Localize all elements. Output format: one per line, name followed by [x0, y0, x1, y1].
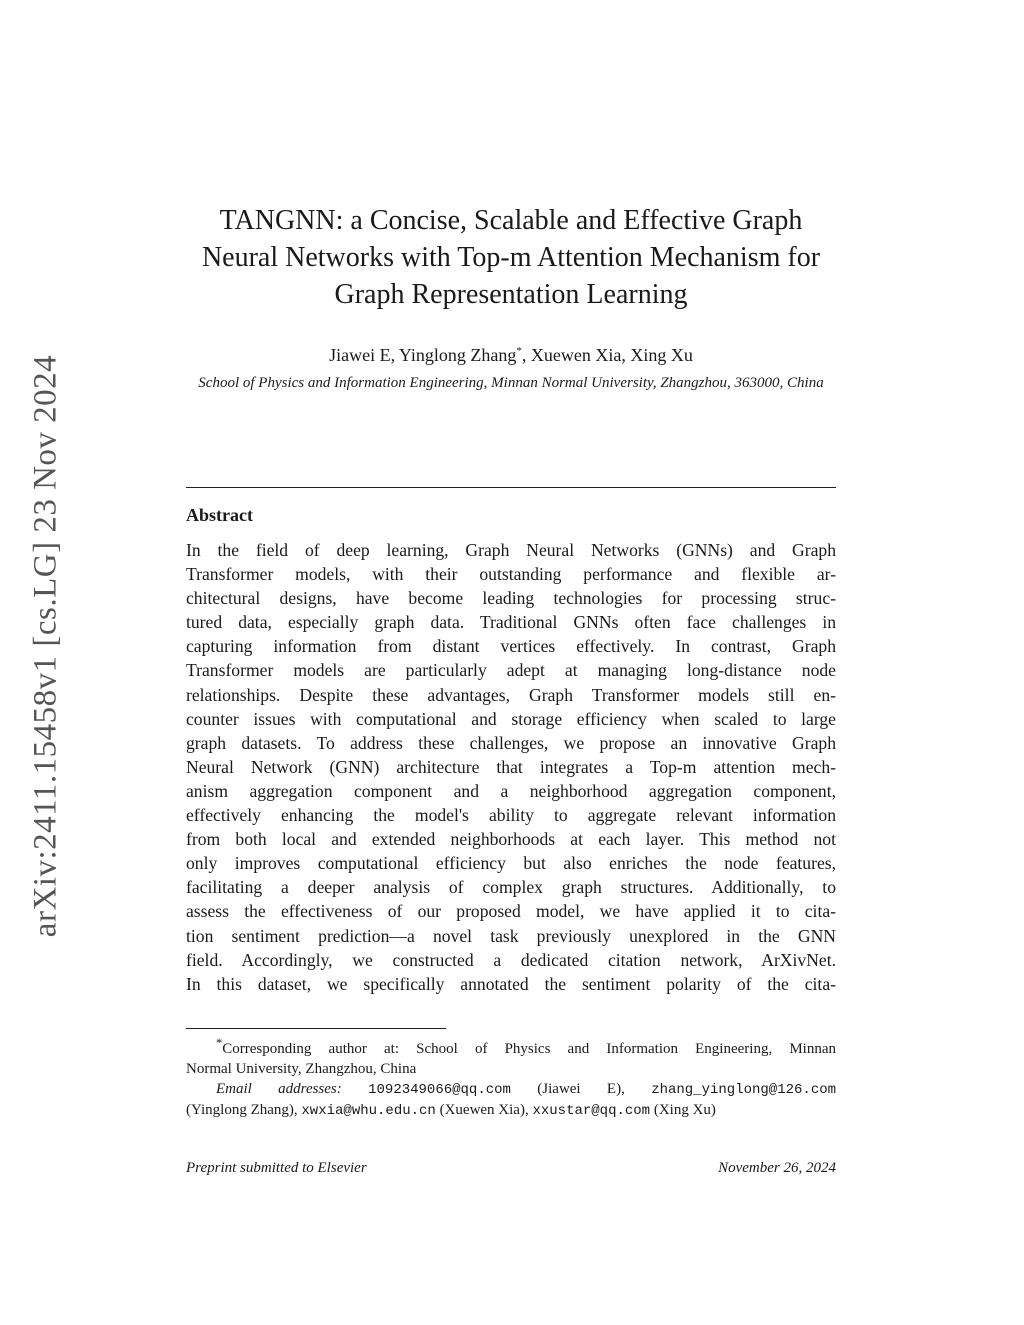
footnote: [186, 1033, 836, 1121]
footer-submission: Preprint submitted to Elsevier: [186, 1160, 367, 1176]
authors-lead: Jiawei E, Yinglong Zhang: [329, 345, 517, 365]
abstract-body: [186, 538, 836, 996]
email-link[interactable]: xwxia@whu.edu.cn: [301, 1103, 436, 1119]
abstract-line: assess the effectiveness of our proposed model, we have applied it to cita-: [186, 901, 836, 922]
email-owner: (Jiawei E),: [537, 1081, 625, 1097]
abstract-line: Transformer models are particularly adept at managing long-distance node: [186, 660, 836, 681]
author-list: [186, 339, 836, 367]
footnote-corresponding-line2: Normal University, Zhangzhou, China: [186, 1061, 417, 1077]
footer-date: November 26, 2024: [718, 1160, 836, 1176]
abstract-line: In this dataset, we specifically annotated the sentiment polarity of the cita-: [186, 973, 836, 994]
footnote-emails-line1: [186, 1079, 836, 1100]
abstract-heading: Abstract: [186, 505, 253, 525]
footnote-corresponding-line1: Corresponding author at: School of Physics and Information Engineering, Minnan: [222, 1041, 836, 1057]
abstract-line: relationships. Despite these advantages, Graph Transformer models still en-: [186, 684, 836, 705]
abstract-line: capturing information from distant vertices effectively. In contrast, Graph: [186, 636, 836, 657]
paper-title: TANGNN: a Concise, Scalable and Effective Graph Neural Networks with Top-m Attention Mechanism for Graph Representation Learning: [201, 205, 821, 310]
abstract-line: from both local and extended neighborhoods at each layer. This method not: [186, 829, 836, 850]
abstract-line: In the field of deep learning, Graph Neural Networks (GNNs) and Graph: [186, 540, 836, 560]
email-owner: (Xing Xu): [653, 1102, 716, 1118]
footnote-mark: *: [216, 1036, 223, 1050]
footnote-emails-line2: [186, 1100, 836, 1121]
abstract-line: chitectural designs, have become leading technologies for processing struc-: [186, 588, 836, 609]
abstract-line: tion sentiment prediction—a novel task previously unexplored in the GNN: [186, 925, 836, 946]
abstract-line: graph datasets. To address these challenges, we propose an innovative Graph: [186, 732, 836, 753]
abstract-line: only improves computational efficiency but also enriches the node features,: [186, 853, 836, 874]
header-divider: [186, 487, 836, 488]
abstract-line: counter issues with computational and storage efficiency when scaled to large: [186, 708, 836, 729]
abstract-line: effectively enhancing the model's ability to aggregate relevant information: [186, 805, 836, 826]
abstract-line: Neural Network (GNN) architecture that integrates a Top-m attention mech-: [186, 756, 836, 777]
abstract-line: facilitating a deeper analysis of complex graph structures. Additionally, to: [186, 877, 836, 898]
footnote-divider: [186, 1028, 446, 1029]
arxiv-identifier: arXiv:2411.15458v1 [cs.LG] 23 Nov 2024: [27, 354, 64, 938]
email-link[interactable]: zhang_yinglong@126.com: [651, 1082, 837, 1098]
authors-rest: , Xuewen Xia, Xing Xu: [521, 345, 693, 365]
email-label: Email addresses:: [216, 1081, 342, 1097]
abstract-line: anism aggregation component and a neighborhood aggregation component,: [186, 780, 836, 801]
abstract-line: tured data, especially graph data. Traditional GNNs often face challenges in: [186, 612, 836, 633]
email-owner: (Xuewen Xia),: [439, 1102, 529, 1118]
affiliation: School of Physics and Information Engineering, Minnan Normal University, Zhangzhou, 363000, China: [198, 375, 824, 391]
email-link[interactable]: 1092349066@qq.com: [368, 1082, 511, 1098]
corresponding-mark: *: [516, 345, 522, 357]
email-link[interactable]: xxustar@qq.com: [532, 1103, 651, 1119]
abstract-line: field. Accordingly, we constructed a dedicated citation network, ArXivNet.: [186, 949, 836, 970]
email-owner: (Yinglong Zhang),: [186, 1102, 298, 1118]
page-footer: [186, 1160, 836, 1177]
footnote-corresponding: [186, 1033, 836, 1059]
abstract-line: Transformer models, with their outstanding performance and flexible ar-: [186, 564, 836, 585]
